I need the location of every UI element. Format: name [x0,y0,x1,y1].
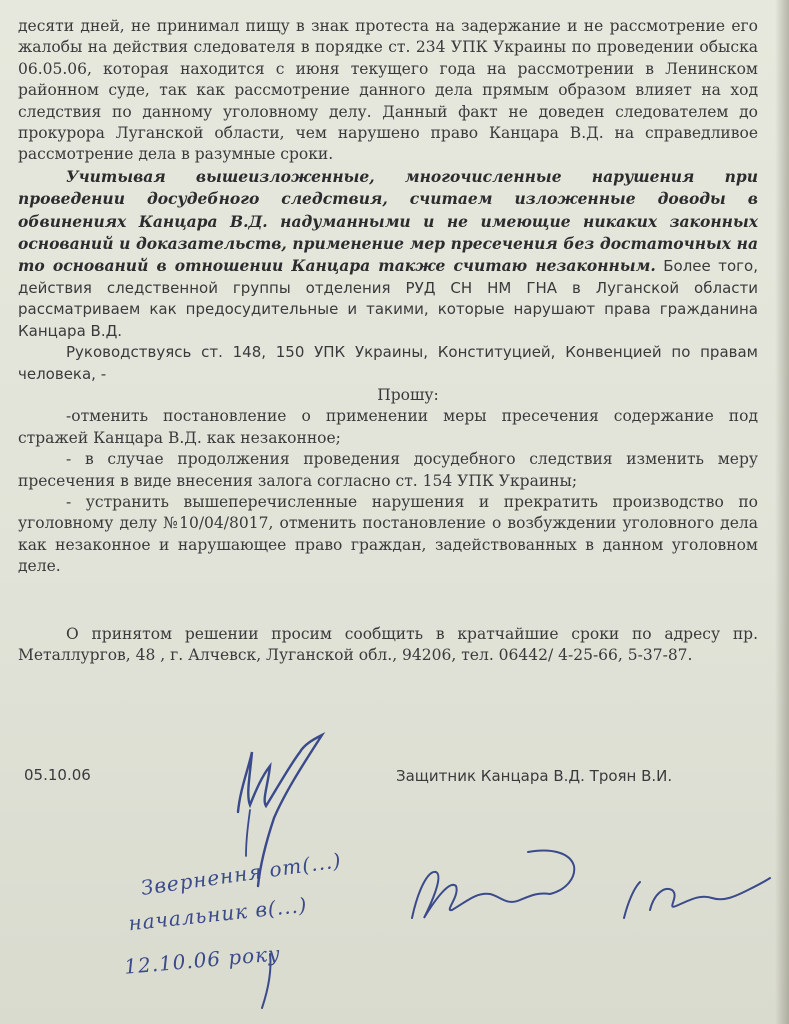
page-edge-shadow [775,0,789,1024]
third-signature [624,878,770,918]
document-date: 05.10.06 [24,766,91,784]
request-heading: Прошу: [377,385,439,404]
handwritten-note-line1: Звернення от(...) [139,848,344,900]
request-item: -отменить постановление о применении меры пресечения содержание под стражей Канцара В.Д. как незаконное; [18,407,758,447]
paragraph-hunger-strike: десяти дней, не принимал пищу в знак протеста на задержание и не рассмотрение его жалобы на действия следователя в порядке ст. 234 УПК Украины по проведении обыска 06.05.06, которая находится с июня текущего года на рассмотрении в Ленинском районном суде, так как рассмотрение данного дела прямым образом влияет на ход следствия по данному уголовному делу. Данный факт не доведен следователем до прокурора Луганской области, чем нарушено право Канцара В.Д. на справедливое рассмотрение дела в разумные сроки. [18,17,758,164]
request-item: - в случае продолжения проведения досудебного следствия изменить меру пресечения в виде внесения залога согласно ст. 154 УПК Украины; [18,450,758,490]
paragraph-reply-address: О принятом решении просим сообщить в кратчайшие сроки по адресу пр. Металлургов, 48 , г. Алчевск, Луганской обл., 94206, тел. 06442/ 4-25-66, 5-37-87. [18,624,758,664]
head-signature [412,851,574,918]
paragraph-legal-basis: Руководствуясь ст. 148, 150 УПК Украины, Конституцией, Конвенцией по правам человека, - [18,343,758,383]
spacer [18,578,758,624]
handwritten-note-date: 12.10.06 року [123,941,282,979]
paragraph-conclusion [18,166,758,342]
conclusion-emphasis: Учитывая вышеизложенные, многочисленные нарушения при проведении досудебного следствия, считаем изложенные доводы в обвинениях Канцара В.Д. надуманными и не имеющие никаких законных оснований и доказательств, применение мер пресечения без достаточных на то оснований в отношении Канцара также считаю незаконным. [18,166,758,276]
request-item: - устранить вышеперечисленные нарушения и прекратить производство по уголовному делу №10/04/8017, отменить постановление о возбуждении уголовного дела как незаконное и нарушающее право граждан, задействованных в данном уголовном деле. [18,492,758,576]
signer-name: Защитник Канцара В.Д. Троян В.И. [396,767,673,785]
handwritten-note-line2: начальник в(...) [127,892,309,936]
document-body [18,16,758,666]
conclusion-continuation: Более того, действия следственной группы отделения РУД СН НМ ГНА в Луганской области рассматриваем как предосудительные и такими, которые нарушают права гражданина Канцара В.Д. [18,257,758,340]
